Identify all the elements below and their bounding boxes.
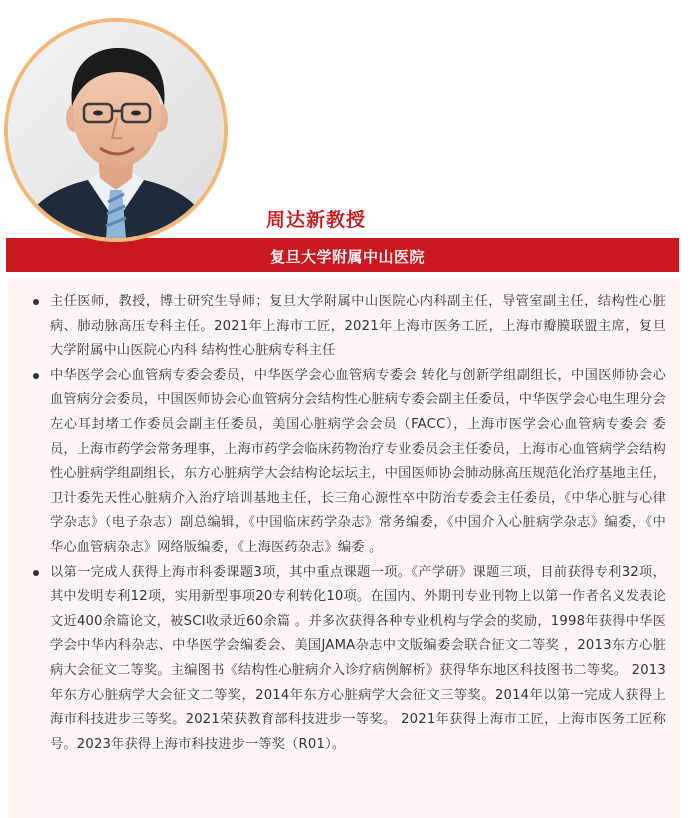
- bio-list: [8, 278, 680, 757]
- bullet-icon: [33, 570, 39, 576]
- bio-item-positions: [50, 290, 666, 364]
- bio-text: 主任医师，教授，博士研究生导师；复旦大学附属中山医院心内科副主任，导管室副主任，结构性心脏病、肺动脉高压专科主任。2021年上海市工匠，2021年上海市医务工匠，上海市瓣膜联盟主席，复旦大学附属中山医院心内科 结构性心脏病专科主任: [50, 294, 666, 359]
- hospital-name: 复旦大学附属中山医院: [270, 248, 426, 266]
- bullet-icon: [33, 299, 39, 305]
- person-portrait-icon: [8, 22, 224, 238]
- bio-item-achievements: [50, 561, 666, 758]
- bio-section: [8, 278, 680, 818]
- portrait-frame: [4, 18, 228, 242]
- bio-text: 以第一完成人获得上海市科委课题3项，其中重点课题一项。《产学研》课题三项，目前获得专利32项，其中发明专利12项，实用新型事项20专利转化10项。在国内、外期刊专业刊物上以第一作者名义发表论文近400余篇论文，被SCI收录近60余篇 。并多次获得各种专业机构与学会的奖励，1998年获得中华医学会中华内科杂志、中华医学会编委会、美国JAMA杂志中文版编委会联合征文二等奖 ，2013东方心脏病大会征文二等奖。主编图书《结构性心脏病介入诊疗病例解析》获得华东地区科技图书二等奖。 2013年东方心脏病学大会征文二等奖，2014年东方心脏病学大会征文三等奖。2014年以第一完成人获得上海市科技进步三等奖。2021荣获教育部科技进步一等奖。 2021年获得上海市工匠，上海市医务工匠称号。2023年获得上海市科技进步一等奖（R01）。: [50, 564, 666, 752]
- bio-text: 中华医学会心血管病专委会委员，中华医学会心血管病专委会 转化与创新学组副组长，中国医师协会心血管病分会委员，中国医师协会心血管病分会结构性心脏病专委会副主任委员，中华医学会心电生理分会 左心耳封堵工作委员会副主任委员，美国心脏病学会会员（FACC），上海市医学会心血管病专委会 委员，上海市药学会常务理事，上海市药学会临床药物治疗专业委员会主任委员，上海市心血管病学会结构性心脏病学组副组长，东方心脏病学大会结构论坛坛主，中国医师协会肺动脉高压规范化治疗基地主任，卫计委先天性心脏病介入治疗培训基地主任，长三角心源性卒中防治专委会主任委员，《中华心脏与心律学杂志》（电子杂志）副总编辑，《中国临床药学杂志》常务编委，《中国介入心脏病学杂志》编委，《中华心血管病杂志》网络版编委，《上海医药杂志》编委 。: [50, 367, 666, 555]
- portrait-photo: [8, 22, 224, 238]
- doctor-name: 周达新教授: [266, 209, 367, 231]
- bio-item-memberships: [50, 364, 666, 561]
- bullet-icon: [33, 373, 39, 379]
- profile-header: [0, 0, 696, 272]
- hospital-banner: [6, 238, 679, 272]
